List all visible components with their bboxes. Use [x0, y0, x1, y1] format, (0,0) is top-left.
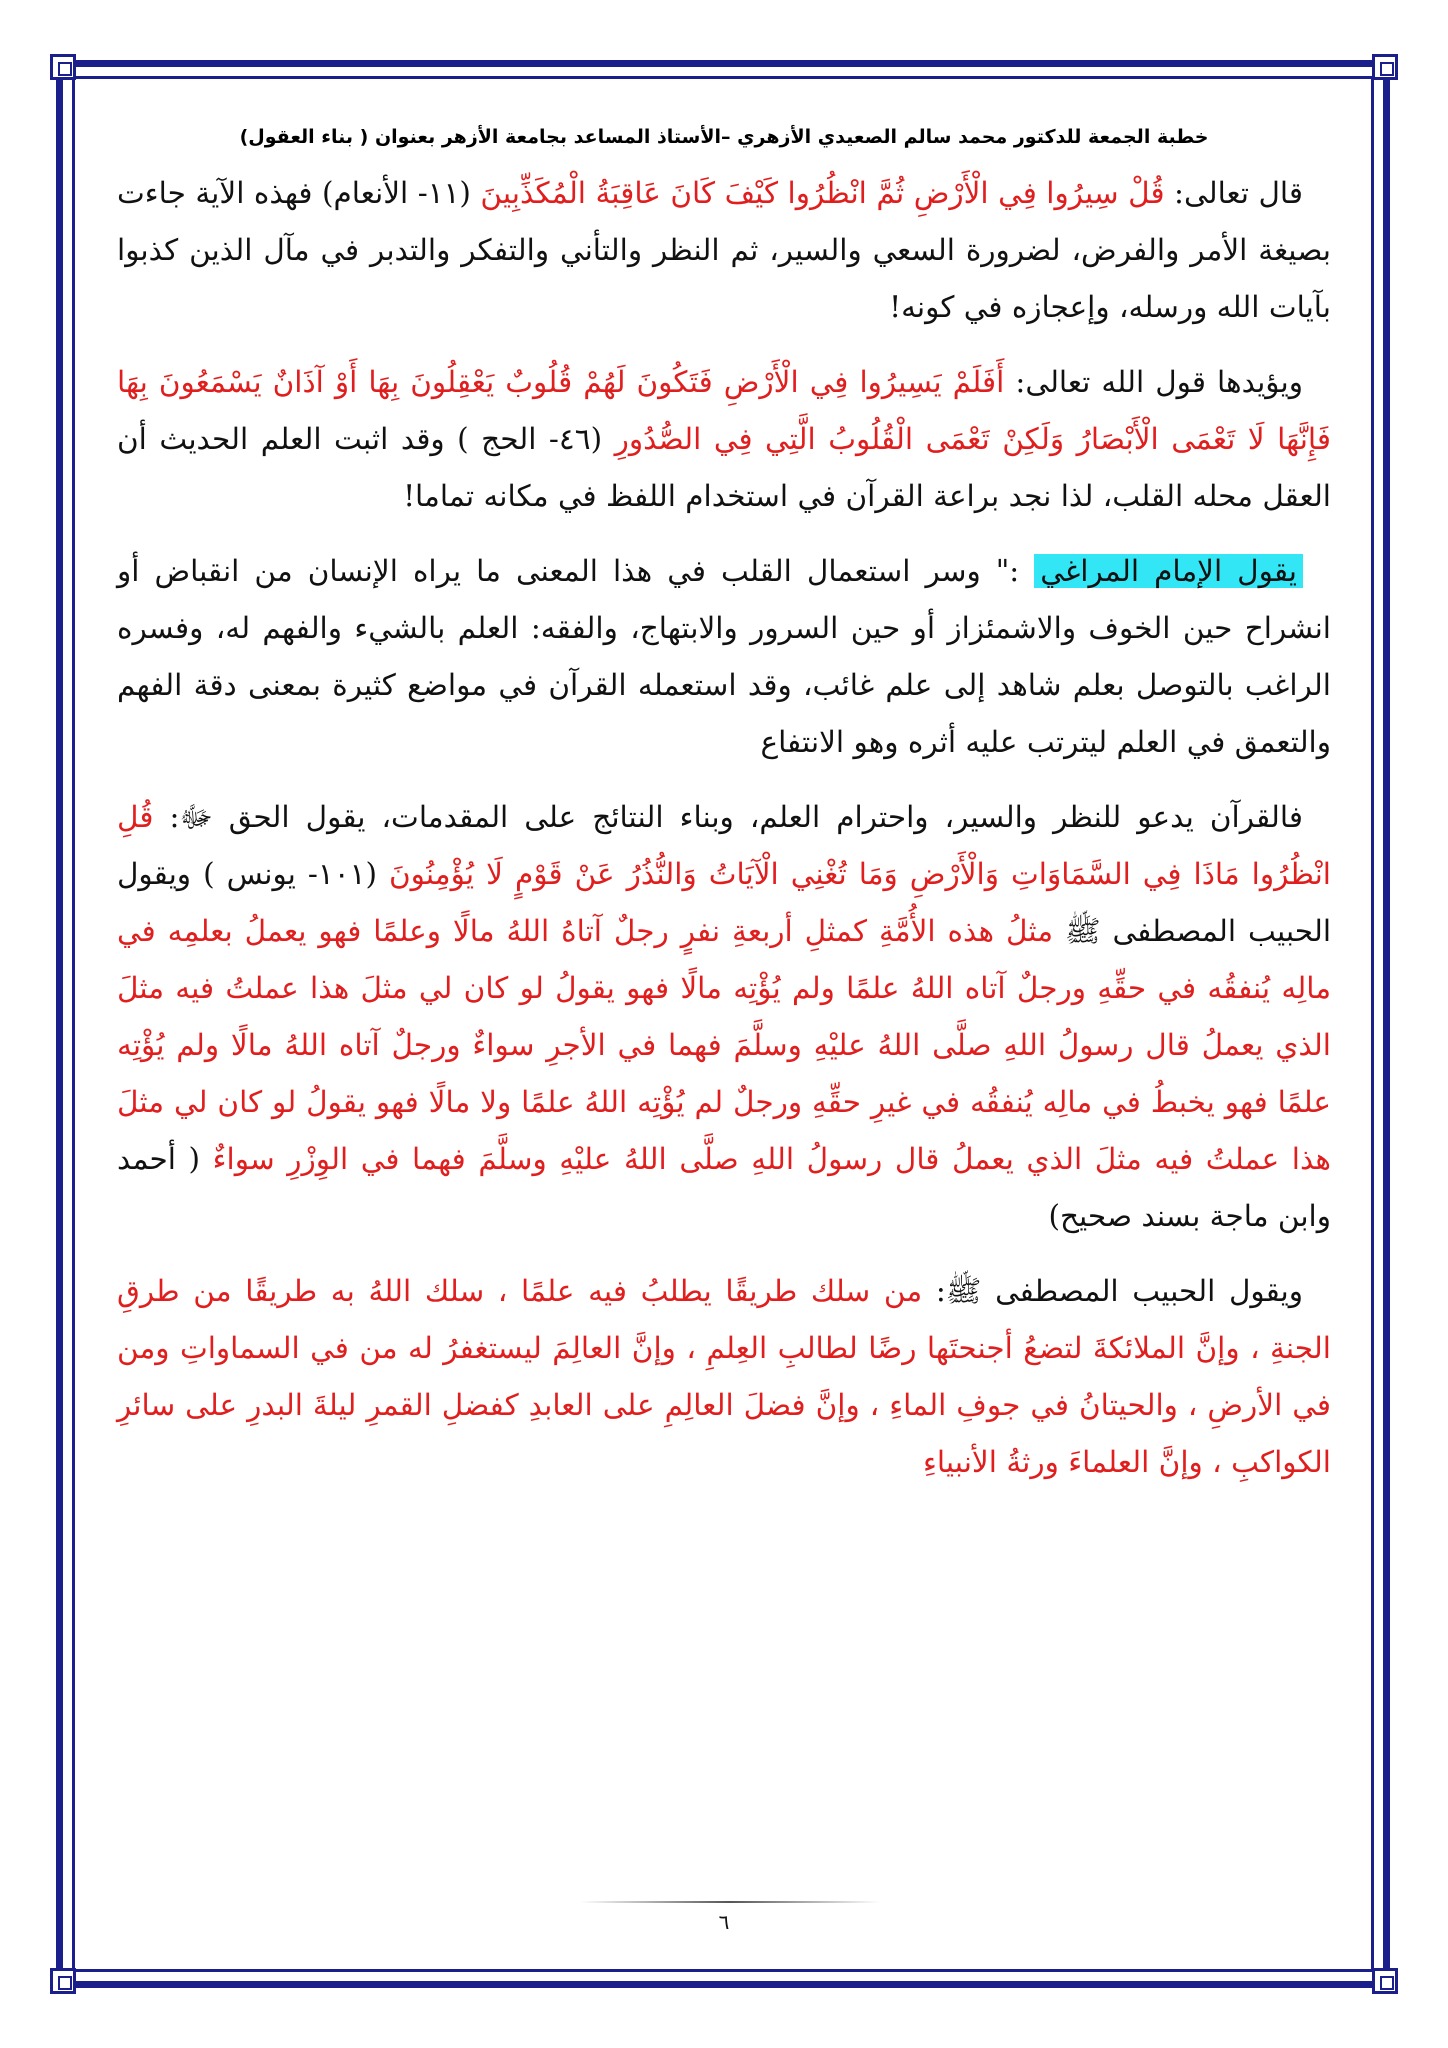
- page-number: ٦: [718, 1910, 730, 1934]
- hadith-text: من سلك طريقًا يطلبُ فيه علمًا ، سلك اللهُ به طريقًا من طرقِ الجنةِ ، وإنَّ الملائكةَ لتضعُ أجنحتَها رضًا لطالبِ العِلمِ ، وإنَّ العالِمَ ليستغفرُ له من في السماواتِ ومن في الأرضِ ، والحيتانُ في جوفِ الماءِ ، وإنَّ فضلَ العالِمِ على العابدِ كفضلِ القمرِ ليلةَ البدرِ على سائرِ الكواكبِ ، وإنَّ العلماءَ ورثةُ الأنبياءِ: [117, 1274, 1331, 1479]
- quran-verse: قُلِ انْظُرُوا مَاذَا فِي السَّمَاوَاتِ وَالْأَرْضِ وَمَا تُغْنِي الْآيَاتُ وَالنُّذُرُ عَنْ قَوْمٍ لَا يُؤْمِنُونَ: [117, 800, 1332, 891]
- corner-ornament: [50, 54, 76, 80]
- verse-reference: (١١- الأنعام): [322, 176, 481, 210]
- text: فالقرآن يدعو للنظر والسير، واحترام العلم، وبناء النتائج على المقدمات، يقول الحق ﷻ:: [153, 800, 1303, 834]
- document-body: [117, 165, 1331, 1509]
- text: فهذه الآية جاءت بصيغة الأمر والفرض، لضرورة السعي والسير، ثم النظر والتأني والتفكر والتدبر في مآل الذين كذبوا بآيات الله ورسله، وإعجازه في كونه!: [117, 176, 1331, 324]
- highlighted-text: يقول الإمام المراغي: [1034, 554, 1303, 588]
- paragraph-4: [117, 789, 1331, 1245]
- text: قال تعالى:: [1164, 176, 1304, 210]
- corner-ornament: [50, 1968, 76, 1994]
- paragraph-1: [117, 165, 1331, 336]
- hadith-source: ( أحمد وابن ماجة بسند صحيح): [117, 1142, 1331, 1233]
- text: ويقول الحبيب المصطفى ﷺ:: [922, 1274, 1303, 1308]
- corner-ornament: [1372, 1968, 1398, 1994]
- hadith-text: مثلُ هذه الأُمَّةِ كمثلِ أربعةِ نفرٍ رجلٌ آتاهُ اللهُ مالًا وعلمًا فهو يعملُ بعلمِه في مالِه يُنفقُه في حقِّهِ ورجلٌ آتاه اللهُ علمًا ولم يُؤْتِه مالًا فهو يقولُ لو كان لي مثلَ هذا عملتُ فيه مثلَ الذي يعملُ قال رسولُ اللهِ صلَّى اللهُ عليْهِ وسلَّمَ فهما في الأجرِ سواءٌ ورجلٌ آتاه اللهُ مالًا ولم يُؤْتِه علمًا فهو يخبطُ في مالِه يُنفقُه في غيرِ حقِّهِ ورجلٌ لم يُؤْتِه اللهُ علمًا ولا مالًا فهو يقولُ لو كان لي مثلَ هذا عملتُ فيه مثلَ الذي يعملُ قال رسولُ اللهِ صلَّى اللهُ عليْهِ وسلَّمَ فهما في الوِزْرِ سواءٌ: [117, 914, 1331, 1176]
- text: (٤٦- الحج ) وقد اثبت العلم الحديث أن العقل محله القلب، لذا نجد براعة القرآن في استخدام اللفظ في مكانه تماما!: [117, 422, 1331, 513]
- text: ويؤيدها قول الله تعالى:: [1004, 365, 1303, 399]
- verse-reference: (١٠١- يونس ) ويقول الحبيب المصطفى ﷺ: [117, 857, 1332, 948]
- quran-verse: أَفَلَمْ يَسِيرُوا فِي الْأَرْضِ فَتَكُونَ لَهُمْ قُلُوبٌ يَعْقِلُونَ بِهَا أَوْ آذَانٌ يَسْمَعُونَ بِهَا فَإِنَّهَا لَا تَعْمَى الْأَبْصَارُ وَلَكِنْ تَعْمَى الْقُلُوبُ الَّتِي فِي الصُّدُورِ: [117, 365, 1332, 456]
- paragraph-5: [117, 1263, 1331, 1491]
- text: :" وسر استعمال القلب في هذا المعنى ما يراه الإنسان من انقباض أو انشراح حين الخوف والاشمئزاز أو حين السرور والابتهاج، والفقه: العلم بالشيء والفهم له، وفسره الراغب بالتوصل بعلم شاهد إلى علم غائب، وقد استعمله القرآن في مواضع كثيرة بمعنى دقة الفهم والتعمق في العلم ليترتب عليه أثره وهو الانتفاع: [117, 554, 1332, 759]
- paragraph-3: [117, 543, 1331, 771]
- footer-divider: [580, 1901, 880, 1903]
- corner-ornament: [1372, 54, 1398, 80]
- paragraph-2: [117, 354, 1331, 525]
- page-header: خطبة الجمعة للدكتور محمد سالم الصعيدي الأزهري –الأستاذ المساعد بجامعة الأزهر بعنوان ( بناء العقول): [239, 126, 1209, 148]
- quran-verse: قُلْ سِيرُوا فِي الْأَرْضِ ثُمَّ انْظُرُوا كَيْفَ كَانَ عَاقِبَةُ الْمُكَذِّبِينَ: [480, 176, 1165, 210]
